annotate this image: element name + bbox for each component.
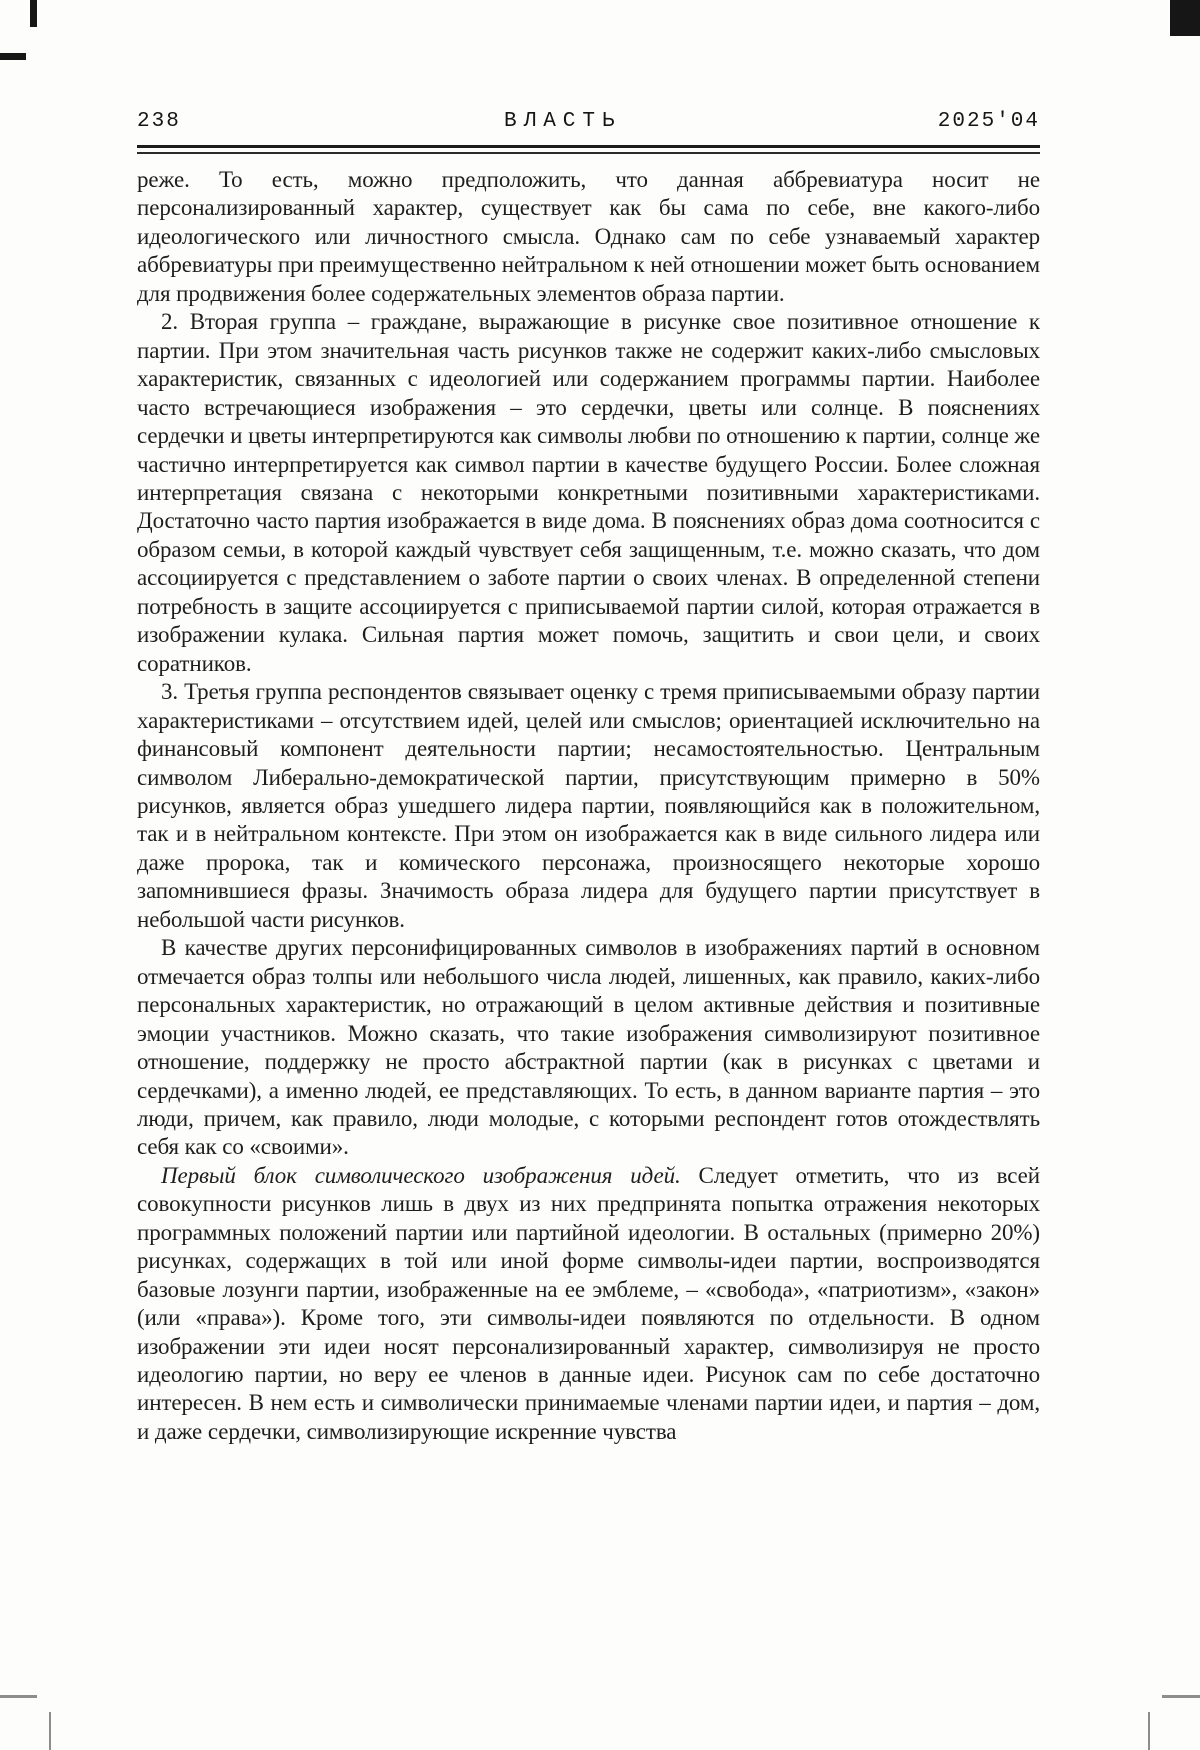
crop-mark-bottom-right-vertical (1148, 1712, 1150, 1750)
paragraph-lead-italic: Первый блок символического изображения идей. (161, 1162, 681, 1188)
article-body (137, 166, 1040, 1446)
crop-mark-top-right-square (1170, 0, 1200, 36)
crop-mark-bottom-right-horizontal (1162, 1695, 1200, 1698)
paragraph-third-group: 3. Третья группа респондентов связывает оценку с тремя приписываемыми образу партии характеристиками – отсутствием идей, целей или смыслов; ориентацией исключительно на финансовый компонент деятельности партии; несамостоятельностью. Центральным символом Либерально-демократической партии, присутствующим примерно в 50% рисунков, является образ ушедшего лидера партии, появляющийся как в положительном, так и в нейтральном контексте. При этом он изображается как в виде сильного лидера или даже пророка, так и комического персонажа, произносящего некоторые хорошо запомнившиеся фразы. Значимость образа лидера для будущего партии присутствует в небольшой части рисунков. (137, 679, 1040, 932)
crop-mark-top-left-horizontal (0, 53, 26, 60)
header-double-rule (137, 145, 1040, 154)
journal-title: ВЛАСТЬ (503, 110, 622, 133)
paragraph-second-group: 2. Вторая группа – граждане, выражающие в рисунке свое позитивное отношение к партии. При этом значительная часть рисунков также не содержит каких-либо смысловых характеристик, связанных с идеологией или содержанием программы партии. Наиболее часто встречающиеся изображения – это сердечки, цветы или солнце. В пояснениях сердечки и цветы интерпретируются как символы любви по отношению к партии, солнце же частично интерпретируется как символ партии в качестве будущего России. Более сложная интерпретация связана с некоторыми конкретными позитивными характеристиками. Достаточно часто партия изображается в виде дома. В пояснениях образ дома соотносится с образом семьи, в которой каждый чувствует себя защищенным, т.е. можно сказать, что дом ассоциируется с представлением о заботе партии о своих членах. В определенной степени потребность в защите ассоциируется с приписываемой партии силой, которая отражается в изображении кулака. Сильная партия может помочь, защитить и свои цели, и своих соратников. (137, 309, 1040, 676)
paragraph-continuation: реже. То есть, можно предположить, что данная аббревиатура носит не персонализированный характер, существует как бы сама по себе, вне какого-либо идеологического или личностного смысла. Однако сам по себе узнаваемый характер аббревиатуры при преимущественно нейтральном к ней отношении может быть основанием для продвижения более содержательных элементов образа партии. (137, 167, 1040, 306)
crop-mark-bottom-left-horizontal (0, 1695, 37, 1698)
paragraph-other-symbols: В качестве других персонифицированных символов в изображениях партий в основном отмечается образ толпы или небольшого числа людей, лишенных, как правило, каких-либо персональных характеристик, но отражающий в целом активные действия и позитивные эмоции участников. Можно сказать, что такие изображения символизируют позитивное отношение, поддержку не просто абстрактной партии (как в рисунках с цветами и сердечками), а именно людей, ее представляющих. То есть, в данном варианте партия – это люди, причем, как правило, люди молодые, с которыми респондент готов отождествлять себя как со «своими». (137, 935, 1040, 1160)
issue-number: 2025'04 (937, 110, 1040, 133)
paragraph-lead-rest: Следует отметить, что из всей совокупности рисунков лишь в двух из них предпринята попытка отражения некоторых программных положений партии или партийной идеологии. В остальных (примерно 20%) рисунках, содержащих в той или иной форме символы-идеи партии, воспроизводятся базовые лозунги партии, изображенные на ее эмблеме, – «свобода», «патриотизм», «закон» (или «права»). Кроме того, эти символы-идеи появляются по отдельности. В одном изображении эти идеи носят персонализированный характер, символизируя не просто идеологию партии, но веру ее членов в данные идеи. Рисунок сам по себе достаточно интересен. В нем есть и символически принимаемые членами партии идеи, и партия – дом, и даже сердечки, символизирующие искренние чувства (137, 1162, 1040, 1444)
running-head (137, 110, 1040, 133)
paragraph-first-idea-block (137, 1162, 1040, 1447)
crop-mark-top-left-vertical (30, 0, 37, 27)
crop-mark-bottom-left-vertical (49, 1712, 51, 1750)
page-number: 238 (137, 110, 181, 133)
